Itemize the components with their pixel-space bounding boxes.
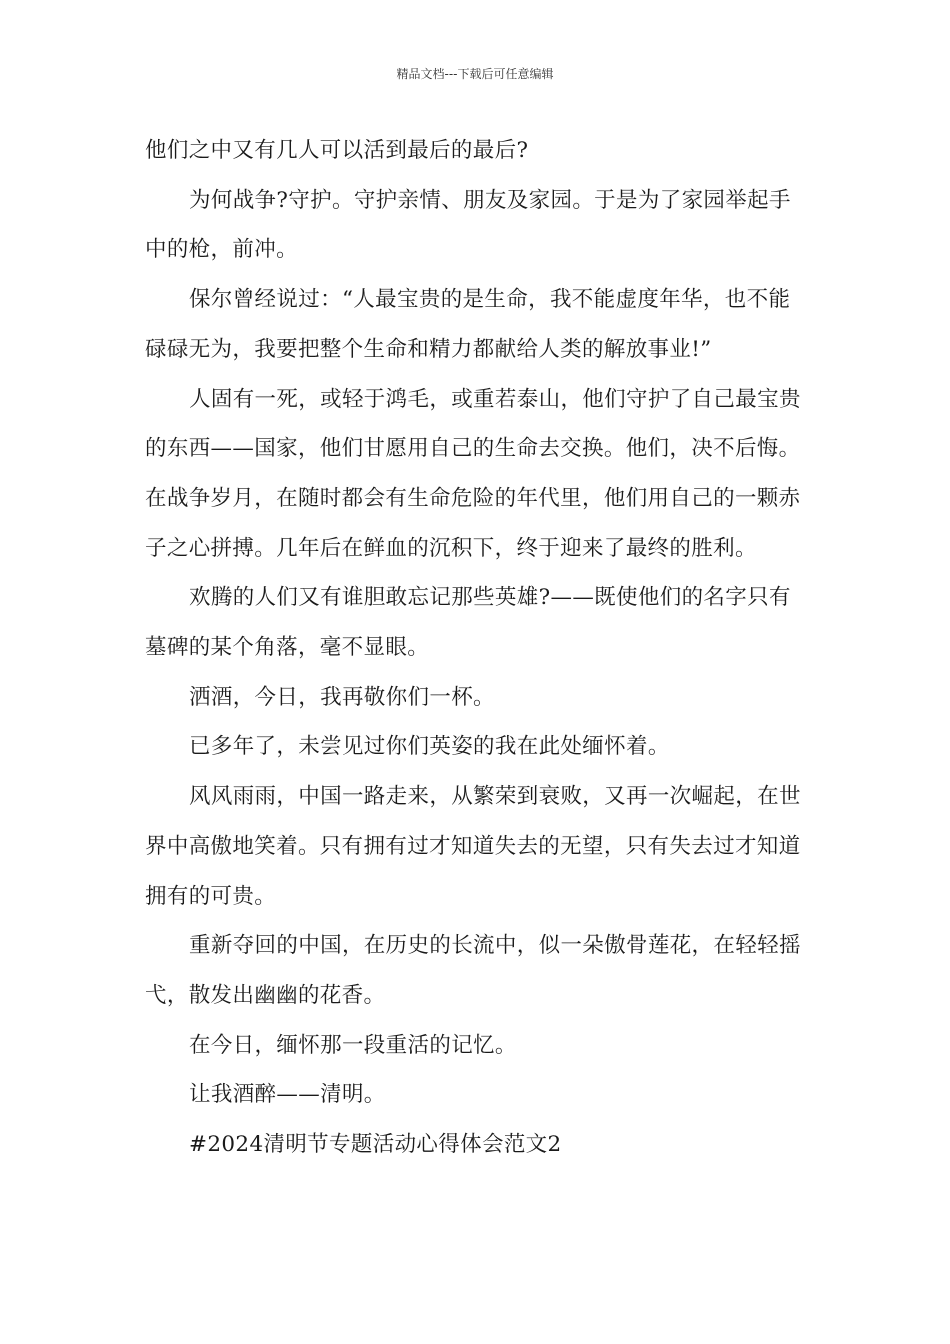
page-header: 精品文档---下载后可任意编辑 [396,67,554,81]
paragraph: 保尔曾经说过：“人最宝贵的是生命，我不能虚度年华，也不能碌碌无为，我要把整个生命和精力都献给人类的解放事业!” [145,287,791,362]
paragraph: 让我酒醉——清明。 [189,1082,386,1108]
section-heading: #2024清明节专题活动心得体会范文2 [189,1132,562,1158]
paragraph: 在今日，缅怀那一段重活的记忆。 [189,1032,517,1058]
paragraph: 洒酒，今日，我再敬你们一杯。 [189,684,495,710]
paragraph: 为何战争?守护。守护亲情、朋友及家园。于是为了家园举起手中的枪，前冲。 [145,187,791,263]
paragraph: 风风雨雨，中国一路走来，从繁荣到衰败，又再一次崛起，在世界中高傲地笑着。只有拥有过才知道失去的无望，只有失去过才知道拥有的可贵。 [145,784,801,909]
paragraph: 已多年了，未尝见过你们英姿的我在此处缅怀着。 [189,734,670,760]
paragraph: 人固有一死，或轻于鸿毛，或重若泰山，他们守护了自己最宝贵的东西——国家，他们甘愿用自己的生命去交换。他们，决不后悔。在战争岁月，在随时都会有生命危险的年代里，他们用自己的一颗赤子之心拼搏。几年后在鲜血的沉积下，终于迎来了最终的胜利。 [145,386,801,561]
document-body [145,126,807,1170]
paragraph-continuation: 他们之中又有几人可以活到最后的最后? [145,138,529,163]
paragraph: 重新夺回的中国，在历史的长流中，似一朵傲骨莲花，在轻轻摇弋，散发出幽幽的花香。 [145,933,801,1008]
paragraph: 欢腾的人们又有谁胆敢忘记那些英雄?——既使他们的名字只有墓碑的某个角落，毫不显眼。 [145,585,791,661]
